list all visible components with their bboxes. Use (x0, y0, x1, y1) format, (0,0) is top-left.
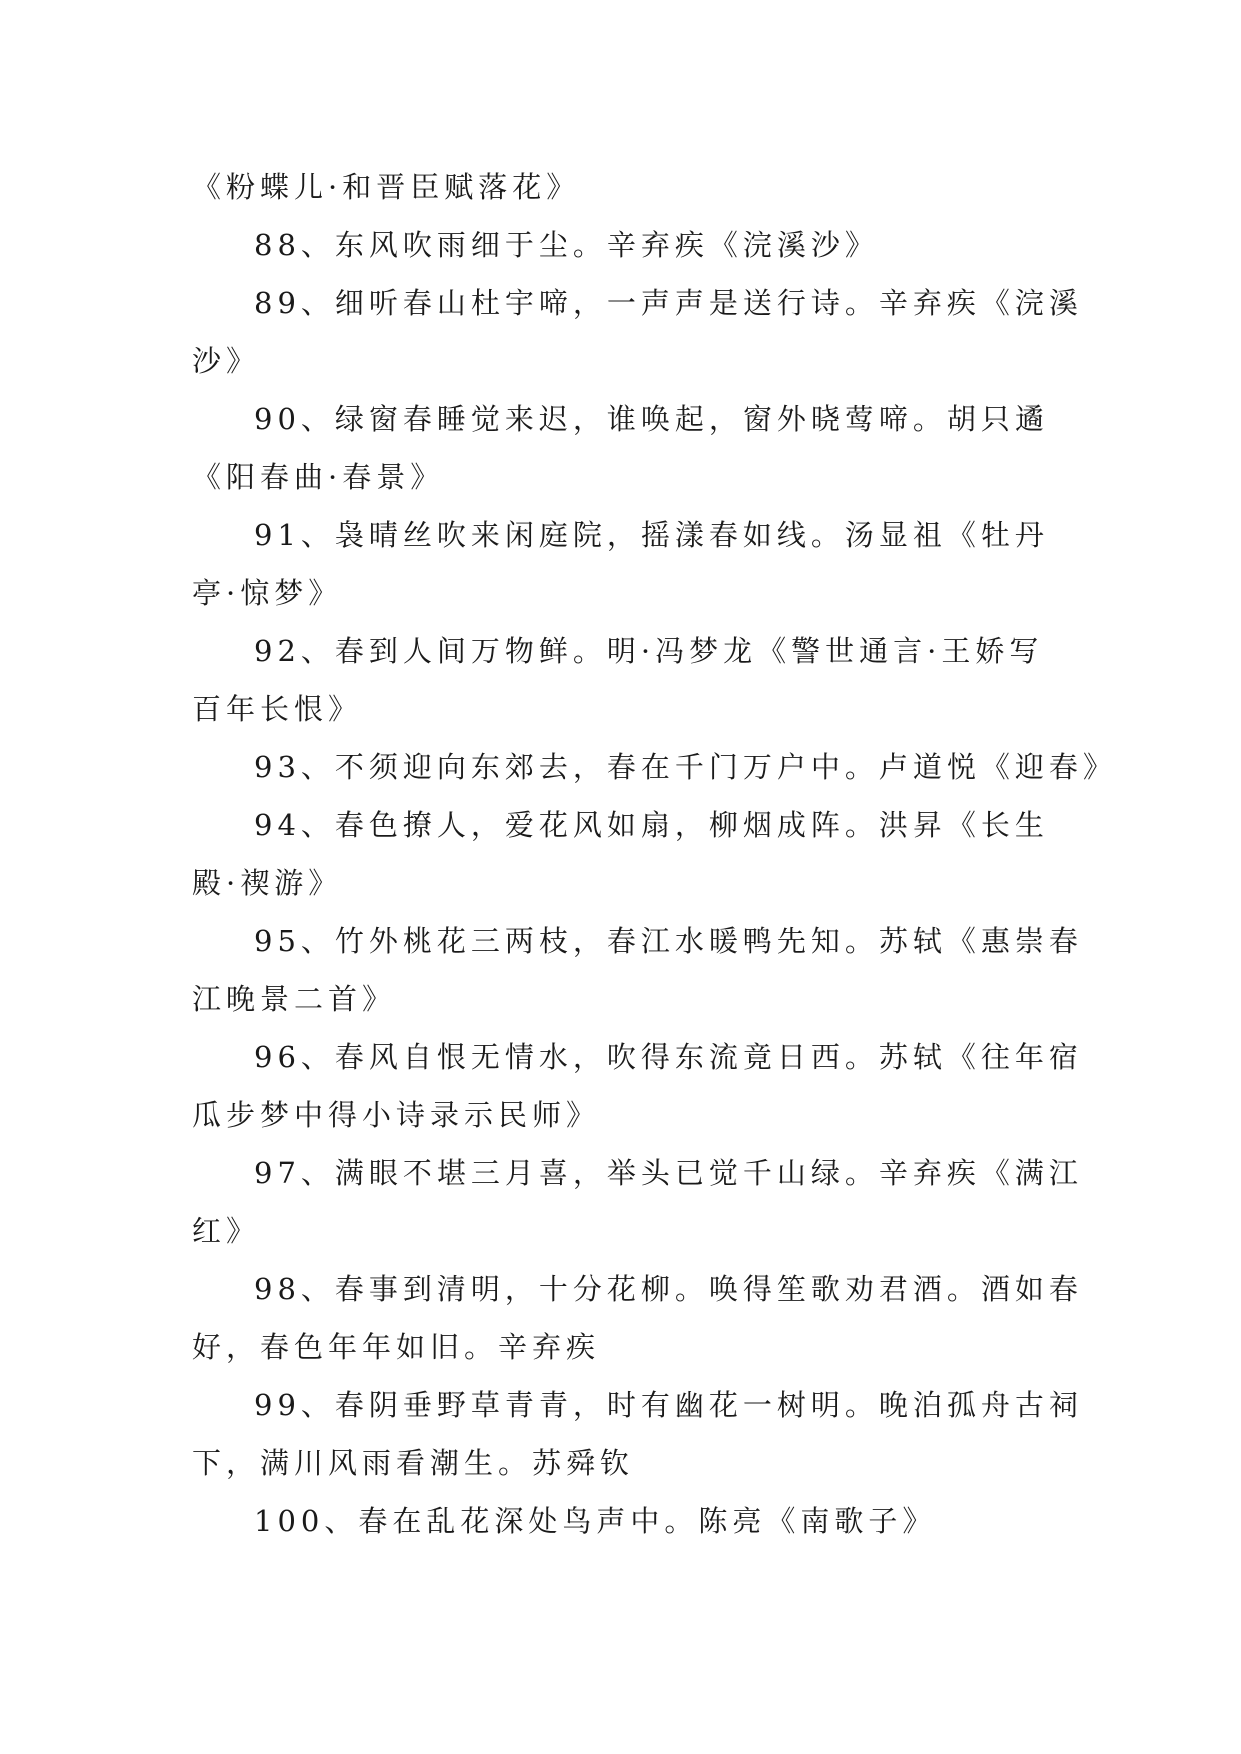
text-line: 红》 (192, 1214, 261, 1248)
text-line: 88、东风吹雨细于尘。辛弃疾《浣溪沙》 (254, 228, 879, 262)
text-line: 99、春阴垂野草青青，时有幽花一树明。晚泊孤舟古祠 (254, 1388, 1083, 1422)
text-line: 91、袅晴丝吹来闲庭院，摇漾春如线。汤显祖《牡丹 (254, 518, 1049, 552)
text-line: 96、春风自恨无情水，吹得东流竟日西。苏轼《往年宿 (254, 1040, 1083, 1074)
text-line: 《粉蝶儿·和晋臣赋落花》 (192, 170, 581, 204)
text-line: 百年长恨》 (192, 692, 363, 726)
text-line: 94、春色撩人，爱花风如扇，柳烟成阵。洪昇《长生 (254, 808, 1049, 842)
text-line: 瓜步梦中得小诗录示民师》 (192, 1098, 601, 1132)
text-line: 97、满眼不堪三月喜，举头已觉千山绿。辛弃疾《满江 (254, 1156, 1083, 1190)
text-line: 殿·禊游》 (192, 866, 343, 900)
text-line: 90、绿窗春睡觉来迟，谁唤起，窗外晓莺啼。胡只遹 (254, 402, 1049, 436)
text-line: 亭·惊梦》 (192, 576, 343, 610)
text-line: 沙》 (192, 344, 261, 378)
text-line: 100、春在乱花深处鸟声中。陈亮《南歌子》 (254, 1504, 937, 1538)
poem-quote-list (192, 158, 1117, 1550)
text-line: 93、不须迎向东郊去，春在千门万户中。卢道悦《迎春》 (254, 750, 1117, 784)
text-line: 下，满川风雨看潮生。苏舜钦 (192, 1446, 635, 1480)
text-line: 好，春色年年如旧。辛弃疾 (192, 1330, 601, 1364)
text-line: 江晚景二首》 (192, 982, 397, 1016)
text-line: 92、春到人间万物鲜。明·冯梦龙《警世通言·王娇写 (254, 634, 1044, 668)
text-line: 89、细听春山杜宇啼，一声声是送行诗。辛弃疾《浣溪 (254, 286, 1083, 320)
text-line: 《阳春曲·春景》 (192, 460, 445, 494)
text-line: 95、竹外桃花三两枝，春江水暖鸭先知。苏轼《惠崇春 (254, 924, 1083, 958)
text-line: 98、春事到清明，十分花柳。唤得笙歌劝君酒。酒如春 (254, 1272, 1083, 1306)
